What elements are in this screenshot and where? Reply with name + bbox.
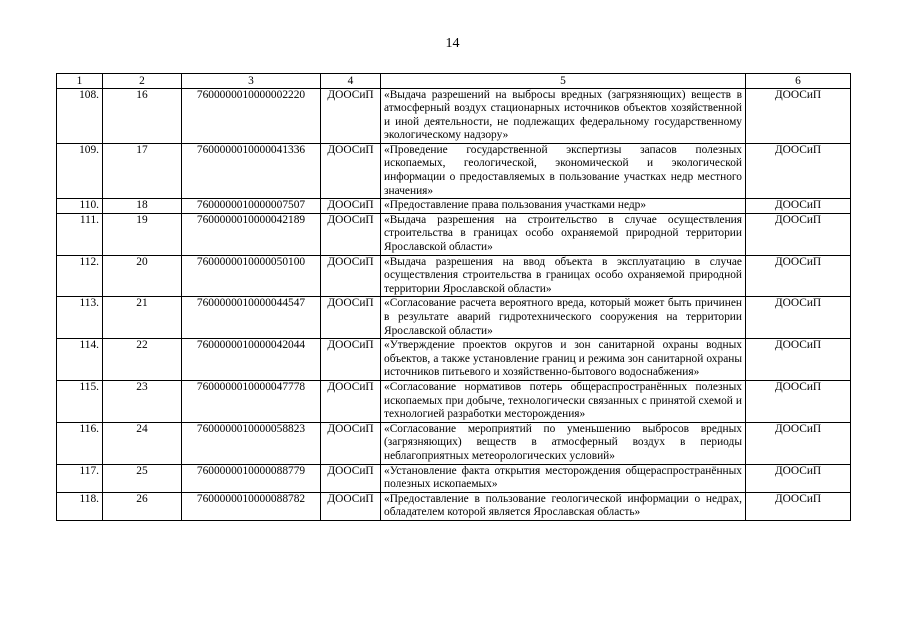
- table-row: [57, 213, 851, 255]
- row-index-cell: 25: [103, 464, 182, 492]
- organization-cell: ДООСиП: [321, 464, 381, 492]
- page-number: 14: [445, 36, 460, 51]
- organization-cell: ДООСиП: [321, 380, 381, 422]
- row-index-cell: 26: [103, 492, 182, 520]
- responsible-cell: ДООСиП: [746, 213, 851, 255]
- service-description-cell: «Предоставление в пользование геологической информации о недрах, обладателем которой является Ярославская область»: [381, 492, 746, 520]
- service-code-cell: 7600000010000002220: [182, 88, 321, 143]
- table-row: [57, 464, 851, 492]
- row-index-cell: 17: [103, 143, 182, 198]
- service-code-cell: 7600000010000050100: [182, 255, 321, 297]
- service-code-cell: 7600000010000041336: [182, 143, 321, 198]
- header-cell-5: 5: [381, 74, 746, 89]
- table-row: [57, 492, 851, 520]
- row-index-cell: 21: [103, 297, 182, 339]
- service-code-cell: 7600000010000088779: [182, 464, 321, 492]
- responsible-cell: ДООСиП: [746, 464, 851, 492]
- service-code-cell: 7600000010000042189: [182, 213, 321, 255]
- responsible-cell: ДООСиП: [746, 143, 851, 198]
- table-row: [57, 199, 851, 214]
- service-code-cell: 7600000010000007507: [182, 199, 321, 214]
- table-row: [57, 143, 851, 198]
- responsible-cell: ДООСиП: [746, 380, 851, 422]
- row-number-cell: 116.: [57, 422, 103, 464]
- responsible-cell: ДООСиП: [746, 422, 851, 464]
- service-description-cell: «Согласование нормативов потерь общераспространённых полезных ископаемых при добыче, технологически связанных с принятой схемой и технологией разработки месторождения»: [381, 380, 746, 422]
- organization-cell: ДООСиП: [321, 213, 381, 255]
- service-description-cell: «Установление факта открытия месторождения общераспространённых полезных ископаемых»: [381, 464, 746, 492]
- row-index-cell: 24: [103, 422, 182, 464]
- row-number-cell: 108.: [57, 88, 103, 143]
- row-number-cell: 118.: [57, 492, 103, 520]
- services-table: [56, 73, 851, 521]
- row-index-cell: 22: [103, 339, 182, 381]
- row-number-cell: 114.: [57, 339, 103, 381]
- table-row: [57, 380, 851, 422]
- service-description-cell: «Согласование расчета вероятного вреда, который может быть причинен в результате аварий гидротехнического сооружения на территории Ярославской области»: [381, 297, 746, 339]
- service-code-cell: 7600000010000044547: [182, 297, 321, 339]
- row-index-cell: 16: [103, 88, 182, 143]
- organization-cell: ДООСиП: [321, 297, 381, 339]
- organization-cell: ДООСиП: [321, 492, 381, 520]
- row-number-cell: 109.: [57, 143, 103, 198]
- row-number-cell: 111.: [57, 213, 103, 255]
- service-description-cell: «Проведение государственной экспертизы запасов полезных ископаемых, геологической, экономической и экологической информации о предоставляемых в пользование участках недр местного значения»: [381, 143, 746, 198]
- service-description-cell: «Согласование мероприятий по уменьшению выбросов вредных (загрязняющих) веществ в атмосферный воздух в периоды неблагоприятных метеорологических условий»: [381, 422, 746, 464]
- header-cell-3: 3: [182, 74, 321, 89]
- responsible-cell: ДООСиП: [746, 255, 851, 297]
- organization-cell: ДООСиП: [321, 255, 381, 297]
- header-cell-6: 6: [746, 74, 851, 89]
- row-number-cell: 113.: [57, 297, 103, 339]
- organization-cell: ДООСиП: [321, 88, 381, 143]
- table-row: [57, 422, 851, 464]
- responsible-cell: ДООСиП: [746, 199, 851, 214]
- table-row: [57, 255, 851, 297]
- row-index-cell: 20: [103, 255, 182, 297]
- row-index-cell: 18: [103, 199, 182, 214]
- responsible-cell: ДООСиП: [746, 88, 851, 143]
- organization-cell: ДООСиП: [321, 339, 381, 381]
- service-description-cell: «Предоставление права пользования участками недр»: [381, 199, 746, 214]
- responsible-cell: ДООСиП: [746, 339, 851, 381]
- header-cell-4: 4: [321, 74, 381, 89]
- table-row: [57, 339, 851, 381]
- row-number-cell: 110.: [57, 199, 103, 214]
- responsible-cell: ДООСиП: [746, 297, 851, 339]
- responsible-cell: ДООСиП: [746, 492, 851, 520]
- row-number-cell: 115.: [57, 380, 103, 422]
- header-row: [57, 74, 851, 89]
- service-code-cell: 7600000010000058823: [182, 422, 321, 464]
- table-row: [57, 88, 851, 143]
- table-body: [57, 88, 851, 520]
- organization-cell: ДООСиП: [321, 422, 381, 464]
- row-index-cell: 23: [103, 380, 182, 422]
- service-description-cell: «Выдача разрешения на ввод объекта в эксплуатацию в случае осуществления строительства в границах особо охраняемой природной территории Ярославской области»: [381, 255, 746, 297]
- service-description-cell: «Выдача разрешения на строительство в случае осуществления строительства в границах особо охраняемой природной территории Ярославской области»: [381, 213, 746, 255]
- header-cell-1: 1: [57, 74, 103, 89]
- service-code-cell: 7600000010000047778: [182, 380, 321, 422]
- organization-cell: ДООСиП: [321, 199, 381, 214]
- header-cell-2: 2: [103, 74, 182, 89]
- service-code-cell: 7600000010000088782: [182, 492, 321, 520]
- row-number-cell: 112.: [57, 255, 103, 297]
- row-index-cell: 19: [103, 213, 182, 255]
- organization-cell: ДООСиП: [321, 143, 381, 198]
- row-number-cell: 117.: [57, 464, 103, 492]
- service-description-cell: «Утверждение проектов округов и зон санитарной охраны водных объектов, а также установление границ и режима зон санитарной охраны источников питьевого и хозяйственно-бытового водоснабжения»: [381, 339, 746, 381]
- service-code-cell: 7600000010000042044: [182, 339, 321, 381]
- table-row: [57, 297, 851, 339]
- service-description-cell: «Выдача разрешений на выбросы вредных (загрязняющих) веществ в атмосферный воздух стационарных источников объектов хозяйственной и иной деятельности, не подлежащих федеральному государственному экологическому надзору»: [381, 88, 746, 143]
